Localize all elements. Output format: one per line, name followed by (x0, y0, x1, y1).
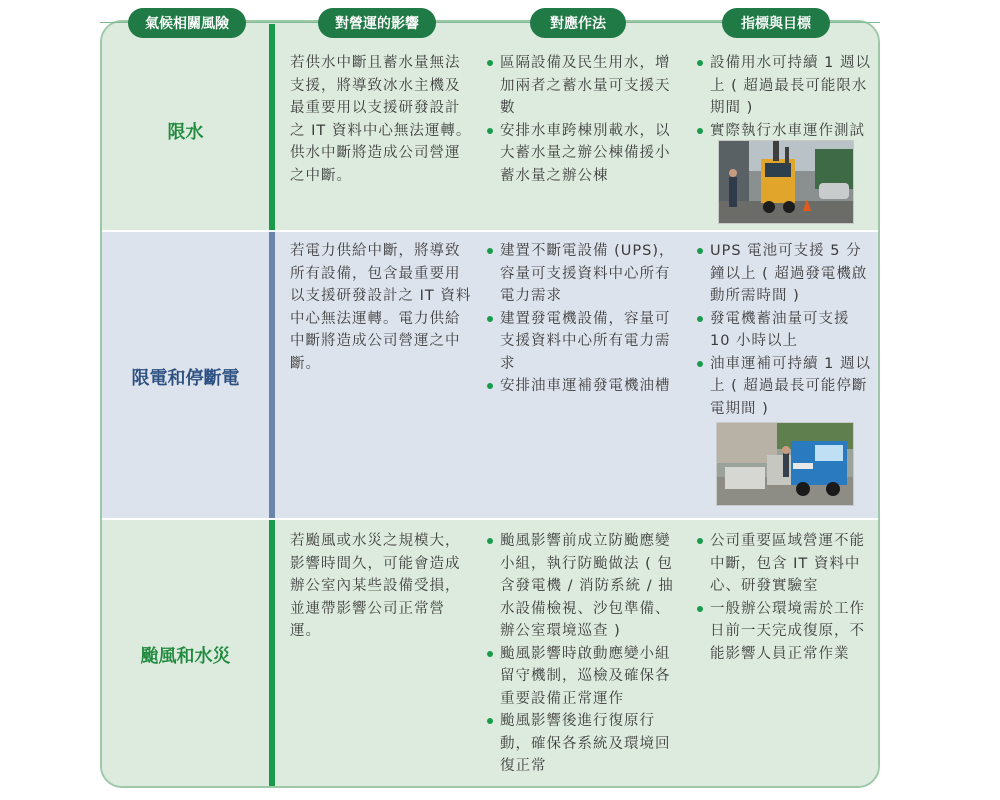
header-countermeasures: 對應作法 (530, 8, 626, 38)
measures-list (486, 530, 678, 778)
list-item: 建置不斷電設備 (UPS)，容量可支援資料中心所有電力需求 (486, 240, 678, 308)
list-item: 颱風影響前成立防颱應變小組，執行防颱做法 ( 包含發電機 / 消防系統 / 抽水設備檢視、沙包準備、辦公室環境巡查 ) (486, 530, 678, 643)
table-row-typhoon-flood (102, 520, 878, 786)
targets-list (696, 240, 874, 420)
risk-label: 颱風和水災 (140, 646, 231, 667)
table-row-power-outage (102, 232, 878, 518)
header-indicators-targets: 指標與目標 (722, 8, 830, 38)
targets-list (696, 530, 874, 665)
targets-list (696, 52, 874, 142)
list-item: 一般辦公環境需於工作日前一天完成復原，不能影響人員正常作業 (696, 598, 874, 666)
list-item: 公司重要區域營運不能中斷，包含 IT 資料中心、研發實驗室 (696, 530, 874, 598)
list-item: 實際執行水車運作測試 (696, 120, 874, 143)
row-accent-bar (269, 520, 275, 786)
list-item: 區隔設備及民生用水，增加兩者之蓄水量可支援天數 (486, 52, 678, 120)
list-item: 安排油車運補發電機油槽 (486, 375, 678, 398)
list-item: 颱風影響後進行復原行動，確保各系統及環境回復正常 (486, 710, 678, 778)
impact-text: 若電力供給中斷，將導致所有設備，包含最重要用以支援研發設計之 IT 資料中心無法運轉。電力供給中斷將造成公司營運之中斷。 (290, 243, 472, 372)
water-truck-photo (718, 140, 854, 224)
list-item: 油車運補可持續 1 週以上 ( 超過最長可能停斷電期間 ) (696, 353, 874, 421)
impact-text: 若供水中斷且蓄水量無法支援，將導致冰水主機及最重要用以支援研發設計之 IT 資料中心無法運轉。供水中斷將造成公司營運之中斷。 (290, 55, 472, 184)
risk-label: 限電和停斷電 (131, 368, 240, 389)
header-operational-impact: 對營運的影響 (318, 8, 436, 38)
list-item: UPS 電池可支援 5 分鐘以上 ( 超過發電機啟動所需時間 ) (696, 240, 874, 308)
row-accent-bar (269, 232, 275, 518)
impact-text: 若颱風或水災之規模大，影響時間久，可能會造成辦公室內某些設備受損，並連帶影響公司正常營運。 (290, 533, 461, 639)
list-item: 發電機蓄油量可支援 10 小時以上 (696, 308, 874, 353)
list-item: 設備用水可持續 1 週以上 ( 超過最長可能限水期間 ) (696, 52, 874, 120)
row-divider (102, 230, 878, 232)
list-item: 建置發電機設備，容量可支援資料中心所有電力需求 (486, 308, 678, 376)
risk-table (100, 20, 880, 788)
measures-list (486, 240, 678, 398)
header-climate-risk: 氣候相關風險 (128, 8, 246, 38)
list-item: 安排水車跨棟別載水，以大蓄水量之辦公棟備援小蓄水量之辦公棟 (486, 120, 678, 188)
fuel-truck-photo (716, 422, 854, 506)
list-item: 颱風影響時啟動應變小組留守機制，巡檢及確保各重要設備正常運作 (486, 643, 678, 711)
row-divider (102, 518, 878, 520)
row-accent-bar (269, 24, 275, 230)
measures-list (486, 52, 678, 187)
risk-label: 限水 (167, 122, 204, 143)
table-row-water-restriction (102, 22, 878, 230)
